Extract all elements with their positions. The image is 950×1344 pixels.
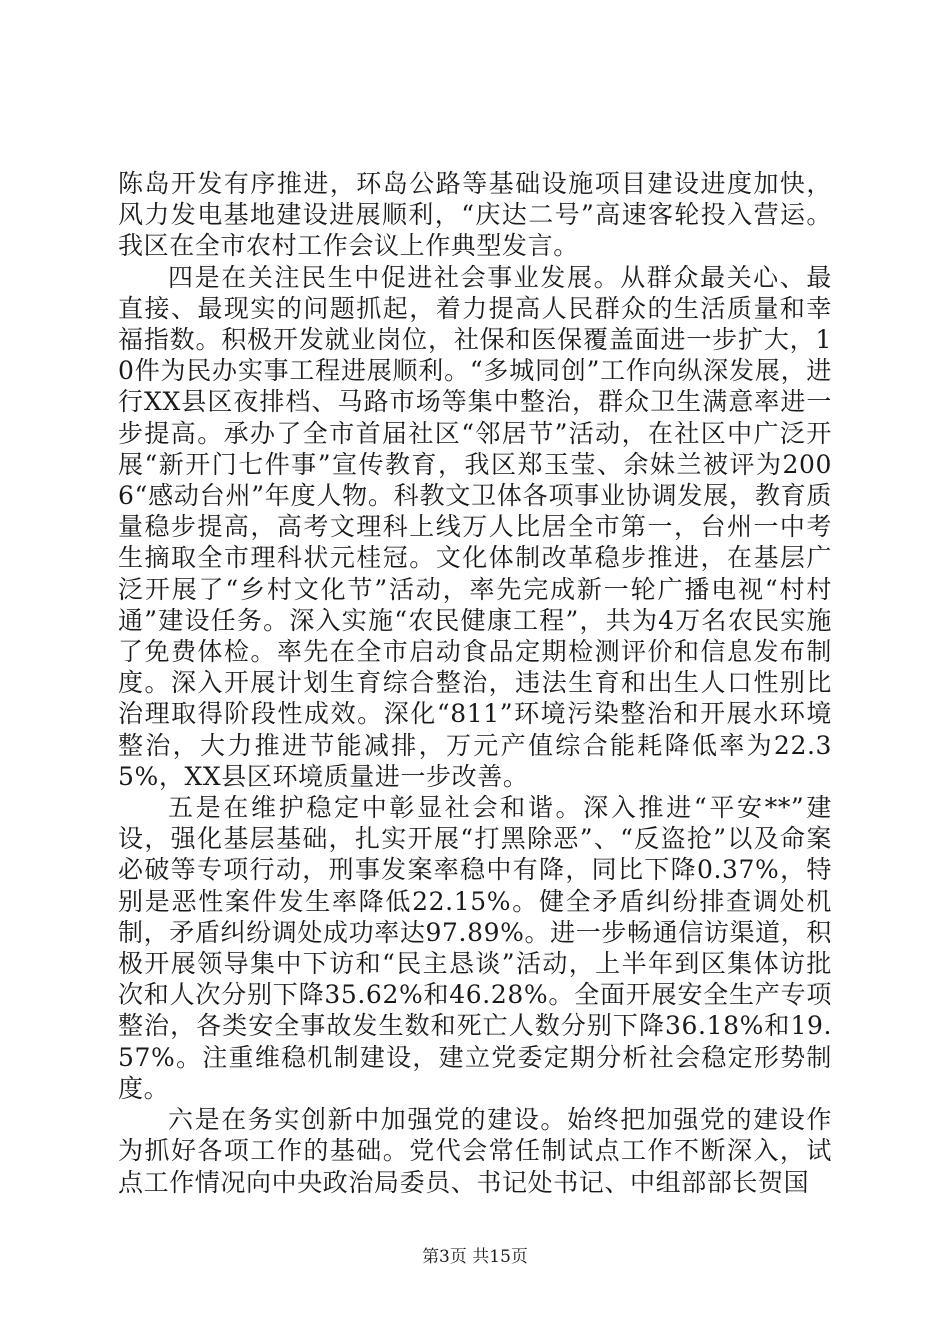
paragraph-social-stability: 五是在维护稳定中彰显社会和谐。深入推进“平安**”建设，强化基层基础，扎实开展“打黑除恶”、“反盗抢”以及命案必破等专项行动，刑事发案率稳中有降，同比下降0.37%，特别是恶性案件发生率降低22.15%。健全矛盾纠纷排查调处机制，矛盾纠纷调处成功率达97.89%。进一步畅通信访渠道，积极开展领导集中下访和“民主恳谈”活动，上半年到区集体访批次和人次分别下降35.62%和46.28%。全面开展安全生产专项整治，各类安全事故发生数和死亡人数分别下降36.18%和19.57%。注重维稳机制建设，建立党委定期分析社会稳定形势制度。 (118, 793, 832, 1103)
document-body (118, 168, 832, 1198)
paragraph-social-development: 四是在关注民生中促进社会事业发展。从群众最关心、最直接、最现实的问题抓起，着力提高人民群众的生活质量和幸福指数。积极开发就业岗位，社保和医保覆盖面进一步扩大，10件为民办实事工程进展顺利。“多城同创”工作向纵深发展，进行XX县区夜排档、马路市场等集中整治，群众卫生满意率进一步提高。承办了全市首届社区“邻居节”活动，在社区中广泛开展“新开门七件事”宣传教育，我区郑玉莹、余妹兰被评为2006“感动台州”年度人物。科教文卫体各项事业协调发展，教育质量稳步提高，高考文理科上线万人比居全市第一，台州一中考生摘取全市理科状元桂冠。文化体制改革稳步推进，在基层广泛开展了“乡村文化节”活动，率先完成新一轮广播电视“村村通”建设任务。深入实施“农民健康工程”，共为4万名农民实施了免费体检。率先在全市启动食品定期检测评价和信息发布制度。深入开展计划生育综合整治，违法生育和出生人口性别比治理取得阶段性成效。深化“811”环境污染整治和开展水环境整治，大力推进节能减排，万元产值综合能耗降低率为22.35%，XX县区环境质量进一步改善。 (118, 262, 832, 791)
page-footer (0, 1242, 950, 1267)
paragraph-party-building: 六是在务实创新中加强党的建设。始终把加强党的建设作为抓好各项工作的基础。党代会常任制试点工作不断深入，试点工作情况向中央政治局委员、书记处书记、中组部部长贺国 (118, 1105, 832, 1197)
page-number-label: 第3页 共15页 (422, 1247, 528, 1267)
paragraph-continuation: 陈岛开发有序推进，环岛公路等基础设施项目建设进度加快，风力发电基地建设进展顺利，“庆达二号”高速客轮投入营运。我区在全市农村工作会议上作典型发言。 (118, 169, 832, 261)
